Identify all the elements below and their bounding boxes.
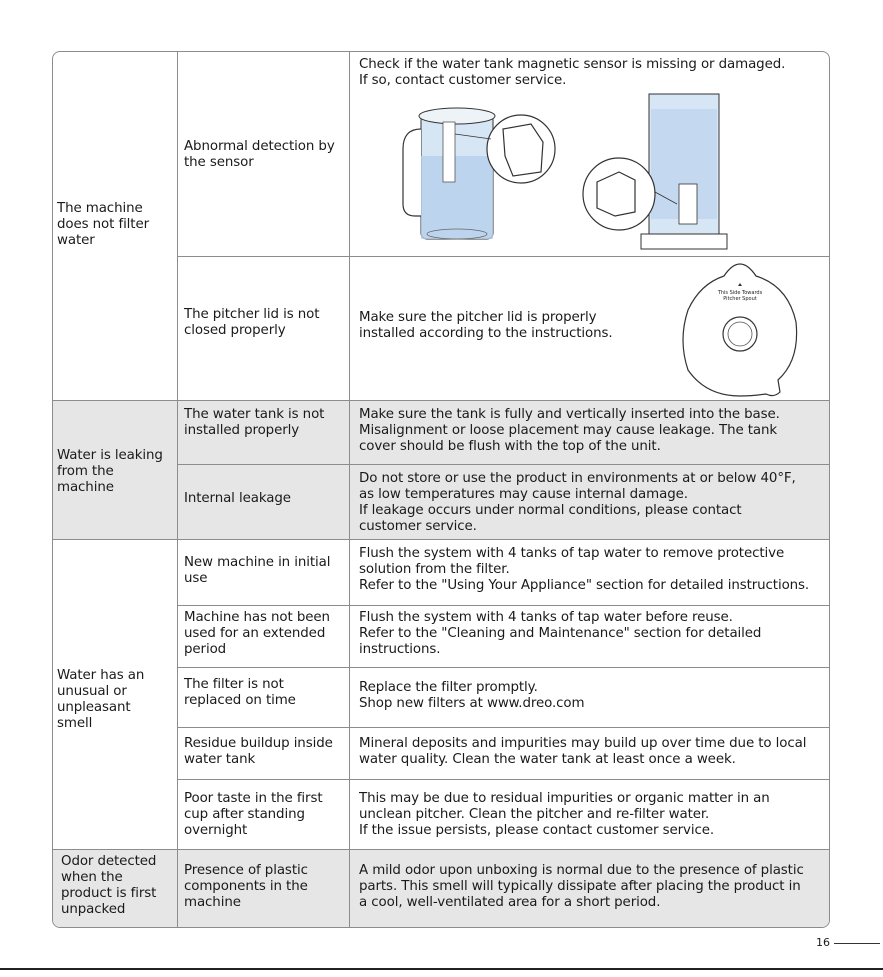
cause-plastic-components: Presence of plastic components in the machine	[184, 863, 308, 910]
cause-filter-not-replaced: The filter is not replaced on time	[184, 677, 296, 708]
base-sensor-illustration	[579, 84, 739, 254]
column-divider-2	[349, 52, 350, 927]
solution-filter-not-replaced: Replace the filter promptly. Shop new filters at www.dreo.com	[359, 680, 585, 711]
problem-not-filter: The machine does not filter water	[57, 201, 149, 248]
cause-tank-install: The water tank is not installed properly	[184, 407, 325, 438]
row-divider	[177, 464, 829, 465]
solution-tank-install: Make sure the tank is fully and vertically inserted into the base. Misalignment or loose placement may cause leakage. The tank cover should be flush with the top of the unit.	[359, 407, 780, 454]
lid-label-line1: This Side Towards	[717, 290, 763, 296]
section-divider	[53, 849, 829, 850]
cause-unused-period: Machine has not been used for an extended period	[184, 610, 330, 657]
row-divider	[177, 667, 829, 668]
cause-lid: The pitcher lid is not closed properly	[184, 307, 320, 338]
footer-line	[0, 968, 883, 970]
row-divider	[177, 256, 829, 257]
page-number: 16	[816, 936, 830, 949]
solution-lid: Make sure the pitcher lid is properly installed according to the instructions.	[359, 310, 613, 341]
page-number-rule	[834, 943, 880, 944]
solution-plastic-components: A mild odor upon unboxing is normal due to the presence of plastic parts. This smell will typically dissipate after placing the product in a cool, well-ventilated area for a short period.	[359, 863, 804, 910]
row-divider	[177, 727, 829, 728]
troubleshooting-table	[52, 51, 830, 928]
section-divider	[53, 400, 829, 401]
row-divider	[177, 779, 829, 780]
pitcher-sensor-illustration	[391, 94, 571, 249]
solution-sensor: Check if the water tank magnetic sensor is missing or damaged. If so, contact customer service.	[359, 57, 786, 88]
cause-new-machine: New machine in initial use	[184, 555, 331, 586]
section-divider	[53, 539, 829, 540]
cause-poor-taste: Poor taste in the first cup after standing overnight	[184, 791, 323, 838]
cause-residue-buildup: Residue buildup inside water tank	[184, 736, 333, 767]
solution-new-machine: Flush the system with 4 tanks of tap water to remove protective solution from the filter. Refer to the "Using Your Appliance" section for detailed instructions.	[359, 546, 810, 593]
solution-poor-taste: This may be due to residual impurities or organic matter in an unclean pitcher. Clean the pitcher and re-filter water. If the issue persists, please contact customer service.	[359, 791, 770, 838]
solution-internal-leakage: Do not store or use the product in environments at or below 40°F, as low temperatures may cause internal damage. If leakage occurs under normal conditions, please contact customer service.	[359, 471, 796, 534]
pitcher-lid-illustration	[678, 260, 802, 400]
cause-internal-leakage: Internal leakage	[184, 491, 291, 506]
column-divider-1	[177, 52, 178, 927]
problem-smell: Water has an unusual or unpleasant smell	[57, 668, 145, 731]
problem-leaking: Water is leaking from the machine	[57, 448, 163, 495]
problem-odor: Odor detected when the product is first unpacked	[61, 854, 157, 917]
solution-residue-buildup: Mineral deposits and impurities may build up over time due to local water quality. Clean the water tank at least once a week.	[359, 736, 807, 767]
cause-sensor: Abnormal detection by the sensor	[184, 139, 335, 170]
lid-label-line2: Pitcher Spout	[723, 296, 757, 302]
solution-unused-period: Flush the system with 4 tanks of tap water before reuse. Refer to the "Cleaning and Maintenance" section for detailed instructions.	[359, 610, 762, 657]
row-divider	[177, 605, 829, 606]
